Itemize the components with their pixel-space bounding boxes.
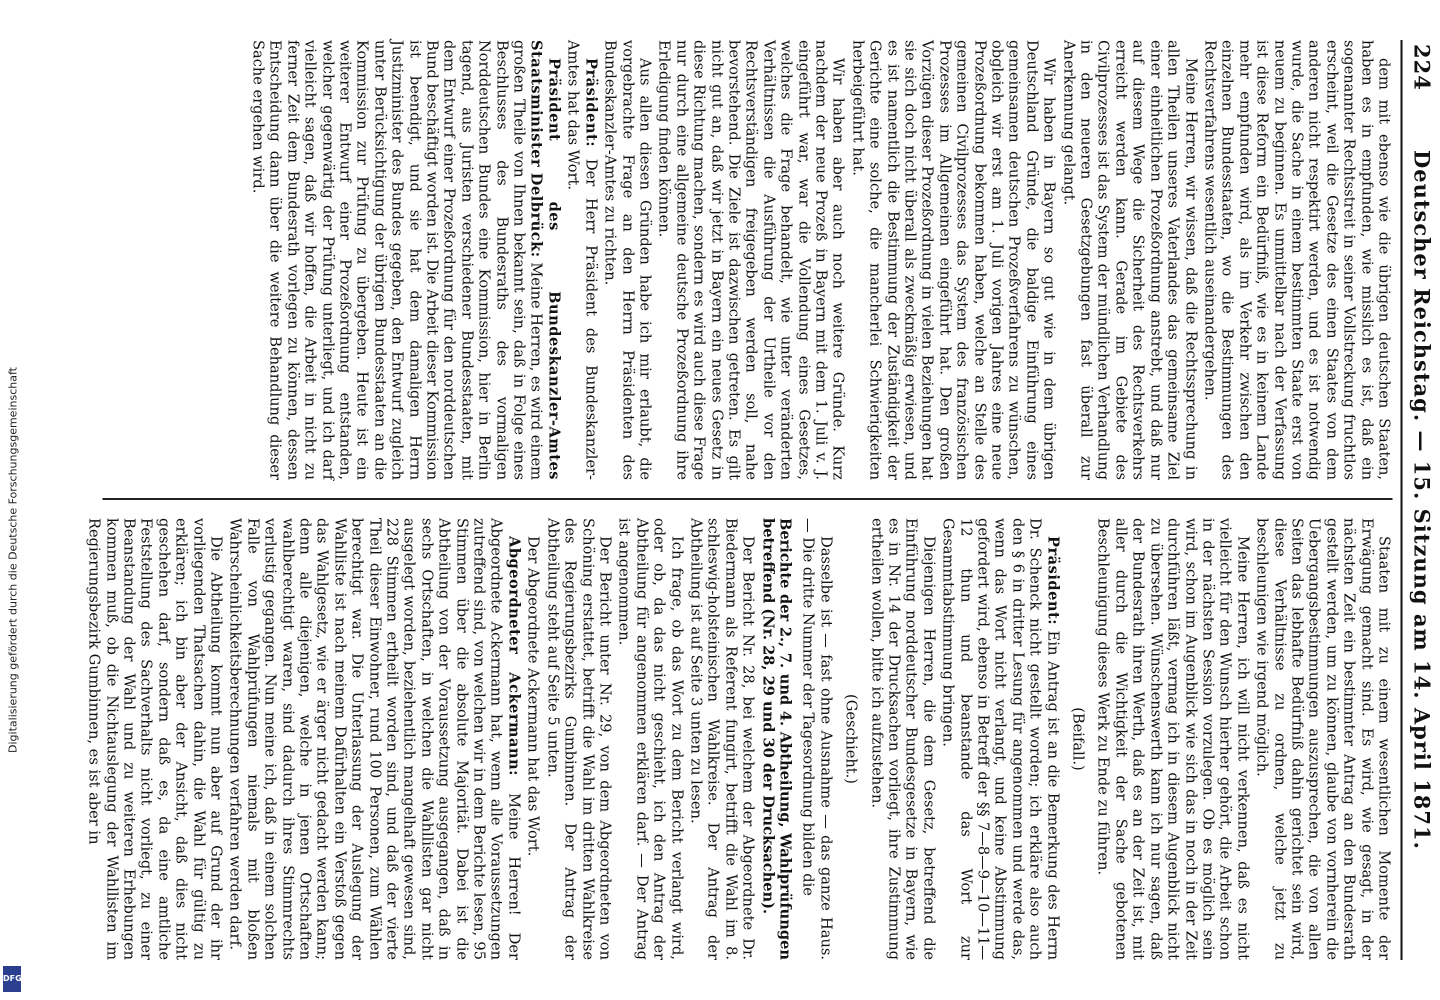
digitization-credit [0, 0, 26, 1000]
body-paragraph: Der Abgeordnete Ackermann hat das Wort. [524, 536, 542, 857]
body-paragraph: Die Abtheilung kommt nun aber auf Grund der ihr vorliegenden Thatsachen dahin, die Wahl für gültig zu erklären; ich bin aber der Ansicht, daß dies nicht geschehen darf, sondern daß es, da eine amtliche Feststellung des Sachverhalts nicht vorliegt, zu einer Beanstandung der Wahl und zu weiteren Erhebungen kommen muß, ob die Nichtauslegung der Wahllisten im Regierungsbezirk Gumbinnen, es ist aber in [85, 518, 224, 960]
page-number: 224 [1409, 44, 1434, 91]
speaker-name: Präsident: [581, 58, 599, 148]
speaker-name: Präsident: [1043, 536, 1061, 626]
speech-paragraph [564, 40, 599, 480]
agenda-heading: Berichte der 2., 7. und 4. Abtheilung, Wahlprüfungen betreffend (Nr. 28, 29 und 30 der Drucksachen). [758, 518, 793, 960]
speech-text: Meine Herren, es wird einem großen Theile von Ihnen bekannt sein, daß in Folge eines Beschlusses des Bundesraths des vormaligen Norddeutschen Bundes eine Kommission, hier in Berlin tagend, aus Juristen verschiedener Bundesstaaten, mit dem Entwurf einer Prozeßordnung für den norddeutschen Bund beschäftigt worden ist. Die Arbeit dieser Kommission ist beendigt, und sie hat dem damaligen Herrn Justizminister des Bundes gegeben, den Entwurf zugleich unter Berücksichtigung der übrigen Bundesstaaten an die Kommission zur Prüfung zu übergeben. Heute ist ein weiterer Entwurf einer Prozeßordnung entstanden, welcher gegenwärtig der Prüfung unterliegt, und ich darf vielleicht sagen, daß wir hoffen, die Arbeit in nicht zu ferner Zeit dem Bundesrath vorlegen zu können, dessen Entscheidung dann über die weitere Behandlung dieser Sache ergehen wird. [249, 40, 545, 480]
speech-paragraph [226, 518, 522, 960]
speaker-name: Abgeordneter Ackermann: [504, 536, 522, 777]
body-paragraph: Dasselbe ist — fast ohne Ausnahme — das ganze Haus. — Die dritte Nummer der Tagesordnung bilden die [799, 518, 834, 960]
body-paragraph: Meine Herren, wir wissen, daß die Rechtssprechung in allen Theilen unseres Vaterlandes das gemeinsame Ziel einer einheitlichen Prozeßordnung anstrebt, und daß nur auf diesem Wege die Sicherheit des Rechtsverkehrs erreicht werden kann. Gerade im Gebiete des Civilprozesses ist das System der mündlichen Verhandlung in den neueren Gesetzgebungen fast überall zur Anerkennung gelangt. [1059, 40, 1199, 480]
speech-text: Meine Herren! Der Abgeordnete Ackermann hat, wenn alle Voraussetzungen zutreffend sind, von welchen wir in dem Berichte lesen, 95 Stimmen über die absolute Majorität. Dabei ist die Abtheilung von der Voraussetzung ausgegangen, daß in sechs Ortschaften, in welchen die Wahllisten gar nicht ausgelegt worden, beziehentlich mangelhaft gewesen sind, 228 Stimmen ertheilt worden sind, und daß der vierte Theil dieser Einwohner, rund 100 Personen, zum Wählen berechtigt war. Die Unterlassung der Auslegung der Wahlliste ist nach meinem Dafürhalten ein Verstoß gegen das Wahlgesetz, wie er ärger nicht gedacht werden kann; denn alle diejenigen, welche in jenen Ortschaften wahlberechtigt waren, sind dadurch ihres Stimmrechts verlustig gegangen. Nun meine ich, daß in einem solchen Falle von Wahlprüfungen niemals mit bloßen Wahrscheinlichkeitsberechnungen verfahren werden darf. [226, 518, 522, 960]
body-paragraph: Aus allen diesen Gründen habe ich mir erlaubt, die vorgebrachte Frage an den Herrn Präsidenten des Bundeskanzler-Amtes zu richten. [601, 40, 653, 480]
stage-direction: (Geschieht.) [842, 694, 860, 784]
header-title: Deutscher Reichstag. — 15. Sitzung am 14. April 1871. [1409, 150, 1434, 850]
body-paragraph: Der Bericht Nr. 28, bei welchem der Abgeordnete Dr. Biedermann als Referent fungirt, betrifft die Wahl im 8. schleswig-holsteinischen Wahlkreise. Der Antrag der Abtheilung ist auf Seite 3 unten zu lesen. [686, 518, 757, 960]
body-paragraph: Meine Herren, ich will nicht verkennen, daß es nicht vielleicht für den Wunsch hierher gehört, die Arbeit schon in der nächsten Session vorzulegen. Ob es möglich sein wird, schon im Augenblick wie sich das in noch in der Zeit durchführen läßt, vermag ich in diesem Augenblick nicht zu übersehen. Wünschenswerth kann ich nur sagen, daß der Bundesrath ihren Werth, daß es an der Zeit ist, mit aller durch die Wichtigkeit der Sache gebotenen Beschleunigung dieses Werk zu Ende zu führen. [1094, 518, 1251, 960]
credit-text: Digitalisierung gefördert durch die Deutsche Forschungsgemeinschaft [6, 367, 20, 753]
speech-paragraph [939, 518, 1061, 960]
speech-text: Der Herr Präsident des Bundeskanzler-Amtes hat das Wort. [564, 40, 599, 480]
body-paragraph: Wir haben aber auch noch weitere Gründe. Kurz nachdem der neue Prozeß in Bayern mit dem 1. Juli v. J. eingeführt war, war die Vollendung eines Gesetzes, welches die Frage behandelt, wie unter veränderten Verhältnissen die Ausführung der Urtheile vor den Rechtsverständigen freigegeben werden soll, nahe bevorstehend. Die Ziele ist dazwischen getreten. Es gilt nicht gut an, daß wir jetzt in Bayern ein neues Gesetz in diese Richtung machen, sondern es wird auch diese Frage nur durch eine allgemeine deutsche Prozeßordnung ihre Erledigung finden können. [655, 40, 847, 480]
left-column [102, 40, 1392, 480]
body-paragraph: Ich frage, ob das Wort zu dem Bericht verlangt wird, oder ob, da das nicht geschieht, ich den Antrag der Abtheilung für angenommen erklären darf. — Der Antrag ist angenommen. [615, 518, 685, 960]
stage-direction: (Beifall.) [1069, 707, 1087, 771]
body-paragraph: Wir haben in Bayern so gut wie in dem übrigen Deutschland Gründe, die baldige Einführung eines gemeinsamen deutschen Prozeßverfahrens zu wünschen, obgleich wir erst am 1. Juli vorigen Jahres eine neue Prozeßordnung bekommen haben, welche an Stelle des gemeinen Civilprozesses das System des französischen Prozesses im Allgemeinen eingeführt hat. Den großen Vorzügen dieser Prozeßordnung in vielen Beziehungen hat sie sich doch nicht überall als zweckmäßig erwiesen, und es ist namentlich die Bestimmung der Zuständigkeit der Gerichte eine solche, die mancherlei Schwierigkeiten herbeigeführt hat. [848, 40, 1058, 480]
running-head [1400, 40, 1440, 960]
speech-text: Ein Antrag ist an die Bemerkung des Herrn Dr. Schenck nicht gestellt worden; ich erkläre also auch den § 6 in dritter Lesung für angenommen und werde das, wenn das Wort nicht verlangt, und keine Abstimmung gefordert wird, ebenso in Betreff der §§ 7—8—9—10—11—12 thun und beanstande das Wort zur Gesammtabstimmung bringen. [939, 518, 1061, 960]
body-paragraph: Staaten mit zu einem wesentlichen Momente der Erwägung gemacht sind. Es wird, wie gesagt, in der nächsten Zeit ein bestimmter Antrag an den Bundesrath gestellt werden, um zu können, glaube von vornherein die Uebergangsbestimmungen auszusprechen, die von allen Seiten das lebhafte Bedürfniß dahin gerichtet sein wird, diese Verhältnisse zu ordnen, welche jetzt zu beschleunigen wie irgend möglich. [1253, 518, 1392, 960]
newspaper-page [85, 40, 1440, 960]
speaker-name: Präsident des Bundeskanzler-Amtes Staatsminister Delbrück: [527, 40, 562, 480]
dfg-logo: DFG [3, 966, 21, 992]
body-paragraph: Der Bericht unter Nr. 29, von dem Abgeordneten von Schöning erstattet, betrifft die Wahl im dritten Wahlkreise des Regierungsbezirks Gumbinnen. Der Antrag der Abtheilung steht auf Seite 5 unten. [543, 518, 613, 960]
body-paragraph: Diejenigen Herren, die dem Gesetz, betreffend die Einführung norddeutscher Bundesgesetze in Bayern, wie es in Nr. 14 der Drucksachen vorliegt, ihre Zustimmung ertheilen wollen, bitte ich aufzustehen. [867, 518, 937, 960]
scanned-page-viewport [85, 40, 1440, 960]
speech-paragraph [249, 40, 562, 480]
body-paragraph: dem mit ebenso wie die übrigen deutschen Staaten, haben es in empfunden, wie misslich es ist, daß ein sogenannter Rechtsstreit in seiner Vollstreckung fruchtlos erscheint, weil die Gesetze des einen Staates von dem anderen nicht respektirt werden, und es ist notwendig wurde, die Sache in einem bestimmten Staate erst von neuem zu beginnen. Es unmittelbar nach der Verfassung ist diese Reform ein Bedürfniß, wie es in keinem Lande mehr empfunden wird, als im Verkehr zwischen den einzelnen Bundesstaaten, wo die Bestimmungen des Rechtsverfahrens wesentlich auseinandergehen. [1200, 40, 1392, 480]
right-column [85, 518, 1392, 960]
column-rule [102, 498, 1392, 500]
